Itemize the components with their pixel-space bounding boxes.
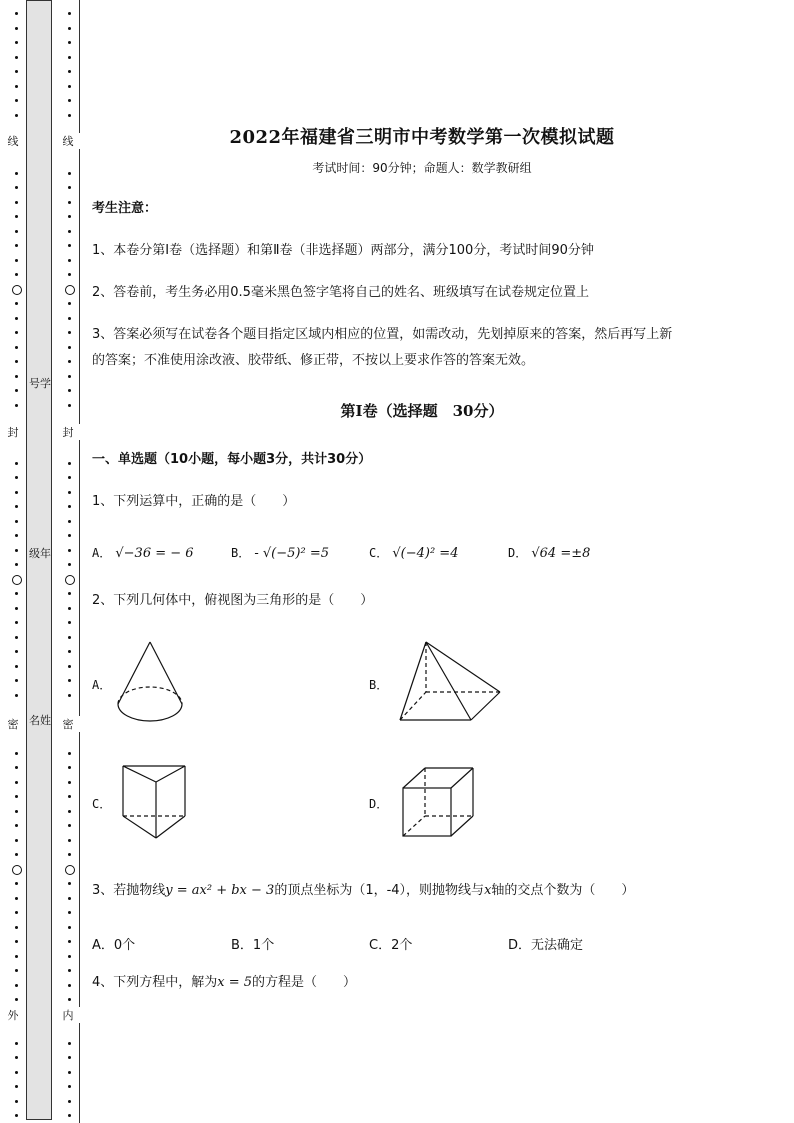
grade-label: 级年: [29, 547, 51, 560]
q3-option-c: C．2个: [369, 938, 413, 953]
binding-dot: [15, 926, 18, 929]
binding-dot: [68, 215, 71, 218]
binding-dot: [15, 1071, 18, 1074]
binding-dot: [68, 940, 71, 943]
binding-dot: [15, 476, 18, 479]
binding-dot: [68, 56, 71, 59]
binding-dot: [15, 302, 18, 305]
binding-dot: [68, 882, 71, 885]
binding-dot: [68, 331, 71, 334]
q1-option-b-letter: B．: [231, 546, 251, 560]
binding-dot: [15, 56, 18, 59]
binding-circle-mark: [12, 575, 22, 585]
binding-dot: [15, 520, 18, 523]
seal-mark-inner-secret: 密: [55, 716, 81, 732]
binding-dot: [68, 317, 71, 320]
binding-dot: [15, 679, 18, 682]
binding-dot: [15, 853, 18, 856]
binding-dot: [68, 520, 71, 523]
binding-dot: [68, 1100, 71, 1103]
binding-dot: [15, 592, 18, 595]
notice-item-3-continued: 的答案；不准使用涂改液、胶带纸、修正带，不按以上要求作答的答案无效。: [92, 353, 535, 368]
q3-stem-part-b: 的顶点坐标为（1，-4），则抛物线与: [274, 883, 485, 898]
binding-dot: [68, 752, 71, 755]
binding-dot: [68, 665, 71, 668]
cone-figure: [116, 640, 186, 725]
binding-dot: [15, 795, 18, 798]
binding-margin-inner: [54, 0, 80, 1123]
binding-dot: [15, 752, 18, 755]
q1-option-a-letter: A．: [92, 546, 112, 560]
binding-dot: [68, 592, 71, 595]
binding-circle-mark: [65, 575, 75, 585]
binding-dot: [68, 375, 71, 378]
binding-dot: [15, 766, 18, 769]
binding-dot: [15, 998, 18, 1001]
binding-dot: [68, 1085, 71, 1088]
binding-dot: [68, 1042, 71, 1045]
q3-stem-part-a: 3、若抛物线: [92, 883, 166, 898]
binding-dot: [68, 853, 71, 856]
binding-dot: [15, 621, 18, 624]
binding-dot: [68, 694, 71, 697]
q3-parabola-expr: y = ax² + bx − 3: [165, 883, 275, 898]
binding-dot: [15, 911, 18, 914]
binding-dot: [68, 998, 71, 1001]
binding-dot: [68, 563, 71, 566]
binding-dot: [68, 679, 71, 682]
q1-option-a: [92, 544, 194, 561]
q1-option-d: [508, 544, 590, 561]
binding-dot: [68, 810, 71, 813]
binding-dot: [68, 984, 71, 987]
binding-dot: [15, 955, 18, 958]
binding-dot: [15, 1114, 18, 1117]
q1-option-c-letter: C．: [369, 546, 389, 560]
notice-item-3: 3、答案必须写在试卷各个题目指定区域内相应的位置，如需改动，先划掉原来的答案，然后再写上新: [92, 327, 673, 342]
binding-dot: [15, 665, 18, 668]
binding-dot: [15, 99, 18, 102]
q4-stem-part-b: 的方程是（ ）: [252, 975, 357, 990]
binding-dot: [68, 534, 71, 537]
binding-dot: [15, 969, 18, 972]
binding-dot: [68, 781, 71, 784]
binding-dot: [15, 331, 18, 334]
binding-dot: [68, 41, 71, 44]
q2-option-a-letter: A．: [92, 678, 112, 692]
q3-option-d: D．无法确定: [508, 938, 584, 953]
binding-dot: [68, 766, 71, 769]
binding-dot: [15, 534, 18, 537]
q2-option-d-letter: D．: [369, 797, 389, 811]
binding-dot: [68, 186, 71, 189]
binding-dot: [15, 1042, 18, 1045]
binding-dot: [68, 621, 71, 624]
binding-dot: [15, 186, 18, 189]
notice-item-1: 1、本卷分第Ⅰ卷（选择题）和第Ⅱ卷（非选择题）两部分，满分100分，考试时间90分钟: [92, 243, 594, 258]
binding-circle-mark: [12, 865, 22, 875]
seal-mark-outer-secret: 密: [0, 716, 26, 732]
q3-x-var: x: [484, 883, 492, 898]
binding-dot: [15, 1085, 18, 1088]
triangular-prism-figure: [120, 764, 190, 844]
binding-dot: [15, 824, 18, 827]
seal-mark-inner-in: 内: [55, 1007, 81, 1023]
binding-dot: [15, 636, 18, 639]
binding-dot: [15, 273, 18, 276]
binding-dot: [68, 795, 71, 798]
binding-dot: [68, 911, 71, 914]
seal-mark-inner-seal: 封: [55, 424, 81, 440]
binding-dot: [68, 491, 71, 494]
binding-dot: [15, 491, 18, 494]
binding-dot: [15, 650, 18, 653]
binding-dot: [68, 955, 71, 958]
binding-dot: [15, 215, 18, 218]
binding-dot: [68, 259, 71, 262]
binding-dot: [15, 259, 18, 262]
binding-dot: [15, 404, 18, 407]
student-number-label: 号学: [29, 377, 51, 390]
notice-item-2: 2、答卷前，考生务必用0.5毫米黑色签字笔将自己的姓名、班级填写在试卷规定位置上: [92, 285, 589, 300]
q4-solution-expr: x = 5: [217, 975, 253, 990]
part1-title: 第Ⅰ卷（选择题 30分）: [340, 402, 504, 420]
binding-dot: [15, 462, 18, 465]
binding-dot: [15, 360, 18, 363]
binding-dot: [15, 882, 18, 885]
binding-dot: [68, 302, 71, 305]
question-3-stem: [92, 878, 634, 904]
binding-dot: [68, 244, 71, 247]
binding-dot: [68, 404, 71, 407]
name-label: 名姓: [29, 714, 51, 727]
binding-dot: [15, 201, 18, 204]
section-single-choice: 一、单选题（10小题，每小题3分，共计30分）: [92, 452, 372, 467]
binding-dot: [68, 650, 71, 653]
binding-dot: [15, 41, 18, 44]
notice-heading: 考生注意：: [92, 201, 158, 216]
question-2-stem: 2、下列几何体中，俯视图为三角形的是（ ）: [92, 593, 374, 608]
binding-dot: [68, 505, 71, 508]
binding-dot: [15, 375, 18, 378]
binding-dot: [68, 12, 71, 15]
binding-dot: [15, 984, 18, 987]
question-1-stem: 1、下列运算中，正确的是（ ）: [92, 494, 296, 509]
q1-option-d-letter: D．: [508, 546, 528, 560]
binding-dot: [15, 781, 18, 784]
binding-dot: [15, 607, 18, 610]
binding-dot: [68, 839, 71, 842]
binding-dot: [68, 549, 71, 552]
binding-dot: [68, 607, 71, 610]
seal-mark-inner-line: 线: [55, 133, 81, 149]
binding-margin-outer: [0, 0, 26, 1123]
binding-dot: [15, 317, 18, 320]
cube-figure: [401, 766, 476, 841]
binding-circle-mark: [65, 865, 75, 875]
seal-mark-outer-seal: 封: [0, 424, 26, 440]
binding-dot: [68, 969, 71, 972]
binding-dot: [15, 389, 18, 392]
binding-dot: [68, 1114, 71, 1117]
seal-mark-outer-out: 外: [0, 1007, 26, 1023]
binding-dot: [68, 1056, 71, 1059]
binding-dot: [68, 201, 71, 204]
binding-dot: [68, 230, 71, 233]
binding-dot: [68, 346, 71, 349]
pyramid-figure: [397, 640, 507, 725]
binding-dot: [68, 926, 71, 929]
binding-dot: [15, 114, 18, 117]
binding-dot: [15, 70, 18, 73]
binding-dot: [15, 897, 18, 900]
seal-mark-outer-line: 线: [0, 133, 26, 149]
q2-option-b-letter: B．: [369, 678, 389, 692]
binding-dot: [15, 172, 18, 175]
binding-dot: [68, 389, 71, 392]
binding-dot: [68, 114, 71, 117]
binding-dot: [15, 563, 18, 566]
binding-dot: [68, 85, 71, 88]
exam-subtitle: 考试时间：90分钟；命题人：数学教研组: [312, 161, 532, 175]
binding-dot: [15, 694, 18, 697]
q1-option-b: [231, 544, 329, 561]
binding-strip: [26, 0, 52, 1120]
binding-dot: [68, 897, 71, 900]
binding-dot: [15, 12, 18, 15]
binding-dot: [68, 462, 71, 465]
q1-option-d-expr: √64 =±8: [531, 546, 591, 561]
binding-dot: [68, 476, 71, 479]
binding-dot: [68, 70, 71, 73]
q4-stem-part-a: 4、下列方程中，解为: [92, 975, 218, 990]
q3-option-b: B．1个: [231, 938, 275, 953]
q2-option-c-letter: C．: [92, 797, 112, 811]
binding-dot: [15, 1056, 18, 1059]
q3-option-a: A．0个: [92, 938, 136, 953]
binding-dot: [68, 27, 71, 30]
q1-option-a-expr: √−36 = − 6: [115, 546, 194, 561]
binding-dot: [68, 360, 71, 363]
binding-circle-mark: [12, 285, 22, 295]
question-4-stem: [92, 970, 356, 996]
binding-dot: [15, 940, 18, 943]
binding-dot: [15, 839, 18, 842]
binding-dot: [15, 810, 18, 813]
binding-dot: [15, 1100, 18, 1103]
binding-circle-mark: [65, 285, 75, 295]
q3-stem-part-c: 轴的交点个数为（ ）: [491, 883, 635, 898]
binding-dot: [15, 27, 18, 30]
binding-dot: [68, 99, 71, 102]
binding-dot: [15, 244, 18, 247]
binding-dot: [68, 636, 71, 639]
binding-dot: [68, 273, 71, 276]
binding-dot: [15, 346, 18, 349]
q1-option-c: [369, 544, 458, 561]
binding-dot: [15, 505, 18, 508]
binding-dot: [68, 1071, 71, 1074]
binding-dot: [15, 85, 18, 88]
binding-dot: [68, 824, 71, 827]
q1-option-c-expr: √(−4)² =4: [392, 546, 459, 561]
binding-dot: [68, 172, 71, 175]
binding-dot: [15, 549, 18, 552]
binding-dot: [15, 230, 18, 233]
exam-title: 2022年福建省三明市中考数学第一次模拟试题: [229, 127, 615, 148]
q1-option-b-expr: - √(−5)² =5: [254, 546, 329, 561]
